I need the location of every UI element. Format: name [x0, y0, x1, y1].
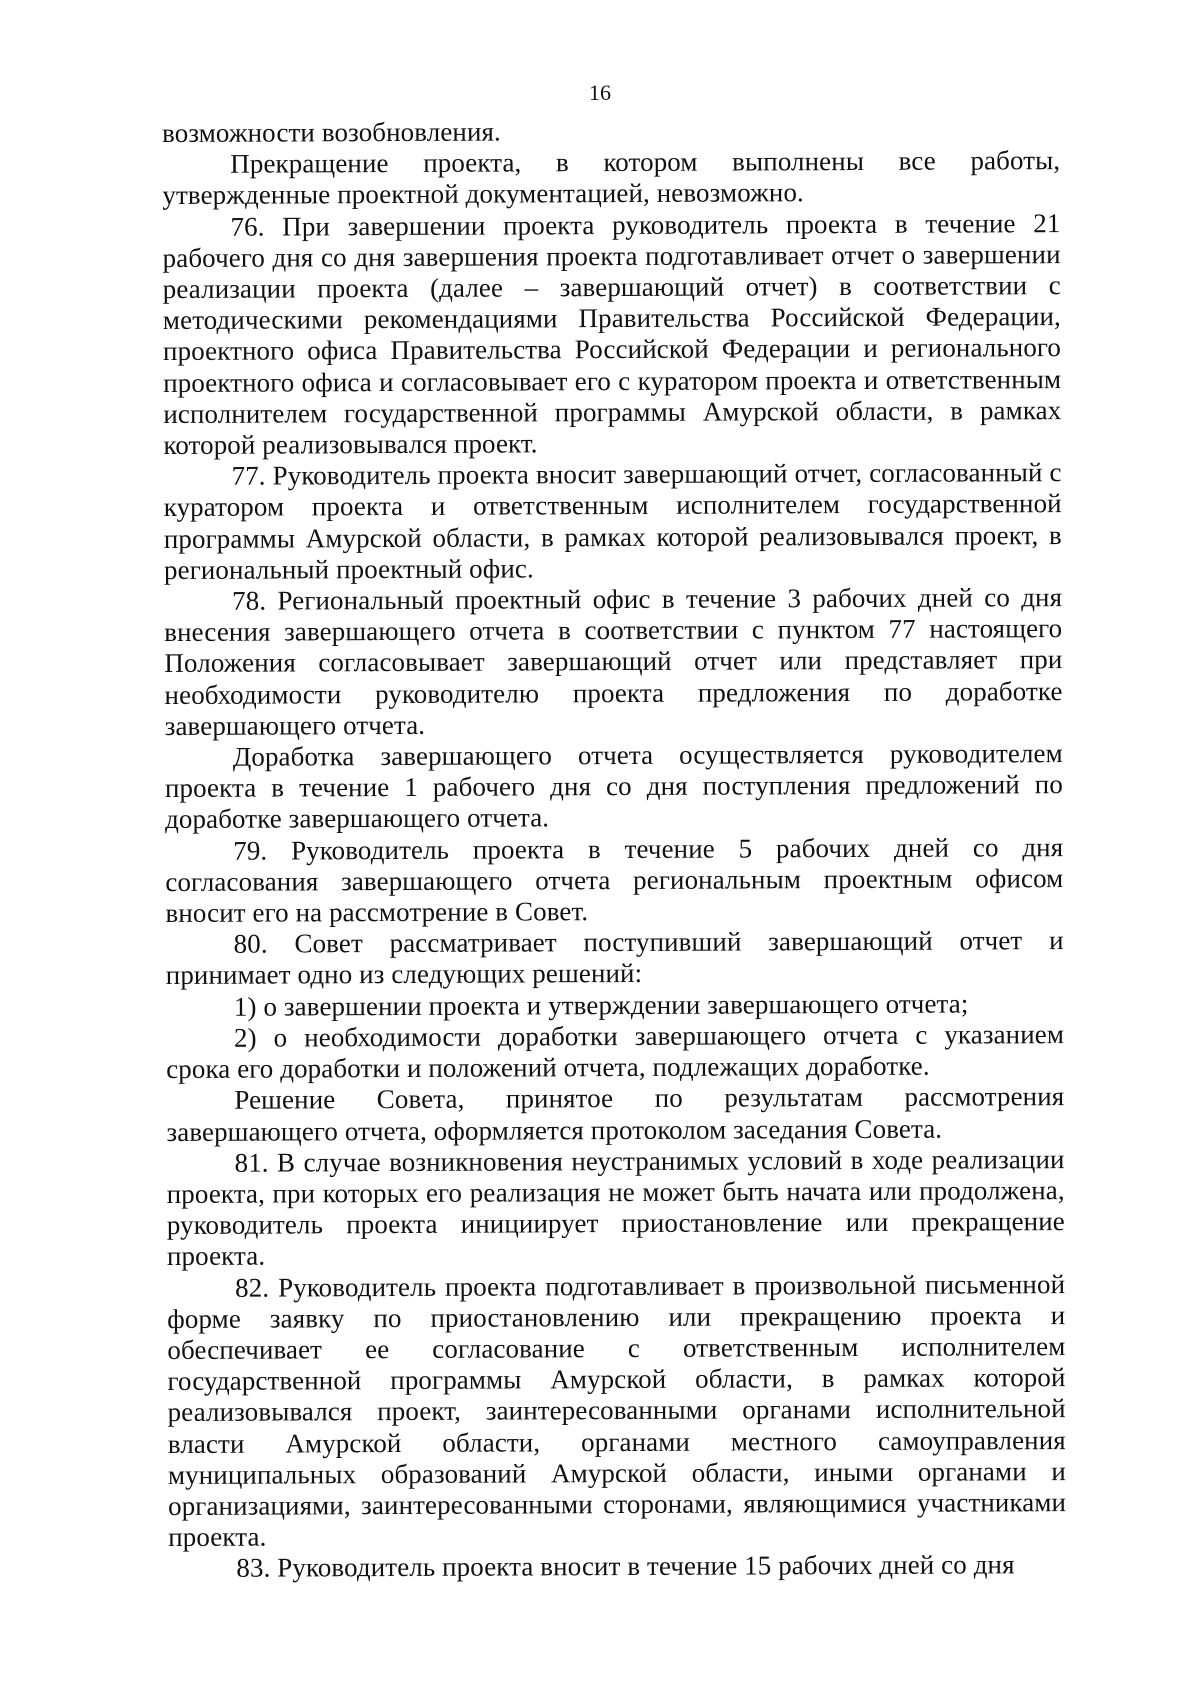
paragraph-item-76: 76. При завершении проекта руководитель проекта в течение 21 рабочего дня со дня завершения проекта подготавливает отчет о завершении реализации проекта (далее – завершающий отчет) в соответствии с методическими рекомендациями Правительства Российской Федерации, проектного офиса Правительства Российской Федерации и регионального проектного офиса и согласовывает его с куратором проекта и ответственным исполнителем государственной программы Амурской области, в рамках которой реализовывался проект. [162, 207, 1062, 461]
document-body [162, 114, 1066, 1584]
paragraph-continuation: возможности возобновления. [162, 116, 501, 148]
page-number: 16 [589, 80, 611, 105]
paragraph-item-83: 83. Руководитель проекта вносит в течение 15 рабочих дней со дня [236, 1549, 1015, 1584]
paragraph-item-78: 78. Региональный проектный офис в течение 3 рабочих дней со дня внесения завершающего отчета в соответствии с пунктом 77 настоящего Положения согласовывает завершающий отчет или представляет при необходимости руководителю проекта предложения по доработке завершающего отчета. [164, 582, 1063, 741]
paragraph-item-77: 77. Руководитель проекта вносит завершающий отчет, согласованный с куратором проекта и ответственным исполнителем государственной программы Амурской области, в рамках которой реализовывался проект, в региональный проектный офис. [163, 457, 1062, 585]
paragraph: Решение Совета, принятое по результатам рассмотрения завершающего отчета, оформляется протоколом заседания Совета. [166, 1081, 1065, 1147]
paragraph-subitem-2: 2) о необходимости доработки завершающего отчета с указанием срока его доработки и положений отчета, подлежащих доработке. [166, 1018, 1065, 1085]
paragraph-item-82: 82. Руководитель проекта подготавливает в произвольной письменной форме заявку по приостановлению или прекращению проекта и обеспечивает ее согласование с ответственным исполнителем государственной программы Амурской области, в рамках которой реализовывался проект, заинтересованными органами исполнительной власти Амурской области, органами местного самоуправления муниципальных образований Амурской области, иными органами и организациями, заинтересованными сторонами, являющимися участниками проекта. [167, 1268, 1067, 1553]
paragraph-item-80: 80. Совет рассматривает поступивший завершающий отчет и принимает одно из следующих решений: [165, 925, 1064, 991]
paragraph: Прекращение проекта, в котором выполнены все работы, утвержденные проектной документацией, невозможно. [162, 145, 1061, 211]
paragraph-item-79: 79. Руководитель проекта в течение 5 рабочих дней со дня согласования завершающего отчета региональным проектным офисом вносит его на рассмотрение в Совет. [165, 831, 1064, 929]
paragraph-item-81: 81. В случае возникновения неустранимых условий в ходе реализации проекта, при которых его реализация не может быть начата или продолжена, руководитель проекта инициирует приостановление или прекращение проекта. [166, 1143, 1065, 1272]
paragraph-subitem-1: 1) о завершении проекта и утверждении завершающего отчета; [233, 988, 969, 1022]
paragraph: Доработка завершающего отчета осуществляется руководителем проекта в течение 1 рабочего дня со дня поступления предложений по доработке завершающего отчета. [164, 738, 1063, 835]
